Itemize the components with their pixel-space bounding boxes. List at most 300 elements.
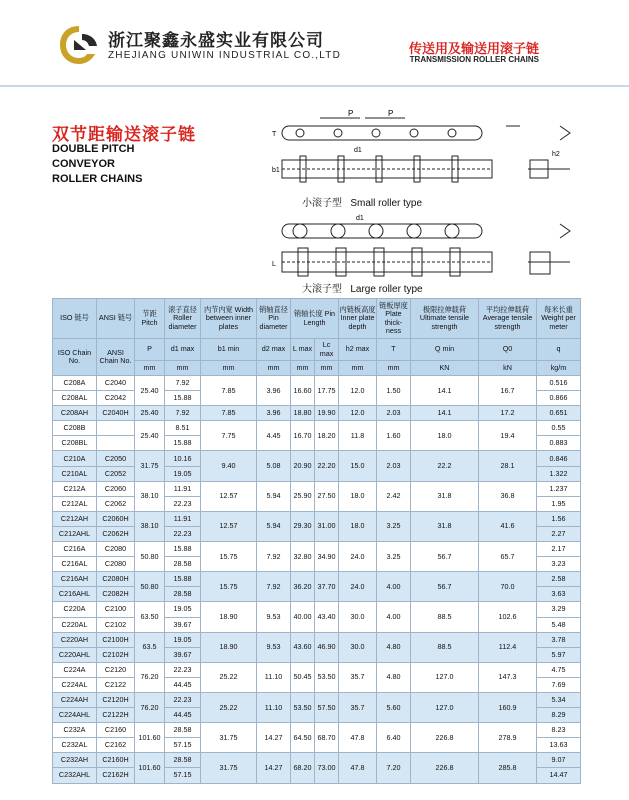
- th-unit: mm: [339, 361, 377, 376]
- cell-pin-length-lc: 46.90: [315, 632, 339, 662]
- th-sym-h2: h2 max: [339, 339, 377, 361]
- title-en-line1: DOUBLE PITCH: [52, 143, 135, 155]
- cell-iso: C208AH: [53, 406, 97, 421]
- cell-iso: C210A: [53, 451, 97, 466]
- cell-weight: 2.27: [537, 526, 581, 541]
- cell-plate-depth: 24.0: [339, 542, 377, 572]
- cell-roller: 57.15: [165, 738, 201, 753]
- th-sym-d2: d2 max: [257, 339, 291, 361]
- category-title-en: TRANSMISSION ROLLER CHAINS: [409, 55, 539, 64]
- cell-plate-thick: 4.80: [377, 662, 411, 692]
- cell-pin-dia: 14.27: [257, 753, 291, 783]
- cell-roller: 15.88: [165, 436, 201, 451]
- cell-width: 25.22: [201, 662, 257, 692]
- cell-roller: 8.51: [165, 421, 201, 436]
- cell-roller: 44.45: [165, 708, 201, 723]
- cell-ansi: C2040: [97, 376, 135, 391]
- cell-weight: 8.29: [537, 708, 581, 723]
- small-roller-caption: [302, 194, 422, 209]
- cell-average: 278.9: [479, 723, 537, 753]
- cell-plate-depth: 12.0: [339, 406, 377, 421]
- cell-width: 12.57: [201, 481, 257, 511]
- title-en-line2: CONVEYOR: [52, 158, 115, 170]
- cell-average: 160.9: [479, 692, 537, 722]
- cell-average: 17.2: [479, 406, 537, 421]
- cell-average: 16.7: [479, 376, 537, 406]
- cell-plate-thick: 3.25: [377, 542, 411, 572]
- cell-weight: 0.516: [537, 376, 581, 391]
- cell-iso: C208A: [53, 376, 97, 391]
- cell-plate-depth: 30.0: [339, 632, 377, 662]
- cell-pin-length-lc: 31.00: [315, 511, 339, 541]
- cell-pin-length-l: 50.45: [291, 662, 315, 692]
- large-roller-caption-cn: 大滚子型: [302, 284, 342, 295]
- cell-weight: 13.63: [537, 738, 581, 753]
- cell-weight: 1.56: [537, 511, 581, 526]
- cell-average: 65.7: [479, 542, 537, 572]
- th-ansi: ANSI 链号: [97, 299, 135, 339]
- th-sym-q: Q min: [411, 339, 479, 361]
- cell-ansi: C2100H: [97, 632, 135, 647]
- cell-width: 7.85: [201, 406, 257, 421]
- table-row: [53, 692, 581, 707]
- cell-pitch: 25.40: [135, 406, 165, 421]
- th-unit: mm: [377, 361, 411, 376]
- cell-weight: 5.34: [537, 692, 581, 707]
- cell-roller: 22.23: [165, 526, 201, 541]
- cell-iso: C232AH: [53, 753, 97, 768]
- th-ansi-en: ANSI Chain No.: [97, 339, 135, 376]
- th-sym-qa: Q0: [479, 339, 537, 361]
- cell-ansi: C2162: [97, 738, 135, 753]
- label-t: T: [272, 131, 277, 138]
- cell-width: 15.75: [201, 542, 257, 572]
- cell-pin-dia: 7.92: [257, 572, 291, 602]
- cell-pin-dia: 5.94: [257, 481, 291, 511]
- cell-plate-thick: 4.00: [377, 602, 411, 632]
- th-sym-l: L max: [291, 339, 315, 361]
- cell-iso: C224AH: [53, 692, 97, 707]
- cell-ultimate: 14.1: [411, 406, 479, 421]
- cell-pin-dia: 4.45: [257, 421, 291, 451]
- cell-ansi: C2160H: [97, 753, 135, 768]
- cell-ansi: C2162H: [97, 768, 135, 783]
- cell-weight: 3.23: [537, 557, 581, 572]
- small-roller-caption-en: Small roller type: [350, 198, 423, 209]
- th-unit: mm: [257, 361, 291, 376]
- large-roller-caption: [302, 280, 423, 295]
- cell-iso: C212AL: [53, 496, 97, 511]
- company-name-en: ZHEJIANG UNIWIN INDUSTRIAL CO.,LTD: [108, 50, 342, 61]
- table-row: [53, 451, 581, 466]
- cell-iso: C232AHL: [53, 768, 97, 783]
- cell-iso: C224A: [53, 662, 97, 677]
- cell-average: 285.8: [479, 753, 537, 783]
- cell-weight: 2.17: [537, 542, 581, 557]
- cell-ansi: C2052: [97, 466, 135, 481]
- cell-average: 102.6: [479, 602, 537, 632]
- table-row: [53, 376, 581, 391]
- cell-roller: 44.45: [165, 677, 201, 692]
- label-b1: b1: [272, 167, 280, 174]
- cell-ansi: C2082H: [97, 587, 135, 602]
- table-row: [53, 421, 581, 436]
- cell-iso: C208AL: [53, 391, 97, 406]
- th-unit: mm: [291, 361, 315, 376]
- cell-pin-dia: 11.10: [257, 692, 291, 722]
- cell-pitch: 101.60: [135, 723, 165, 753]
- label-p: P: [348, 109, 354, 118]
- cell-roller: 15.88: [165, 542, 201, 557]
- cell-average: 19.4: [479, 421, 537, 451]
- cell-pin-dia: 11.10: [257, 662, 291, 692]
- th-unit: mm: [165, 361, 201, 376]
- cell-width: 31.75: [201, 753, 257, 783]
- roller: [296, 129, 304, 137]
- cell-pitch: 50.80: [135, 542, 165, 572]
- cell-roller: 28.58: [165, 557, 201, 572]
- cell-plate-depth: 35.7: [339, 692, 377, 722]
- cell-ultimate: 127.0: [411, 662, 479, 692]
- cell-roller: 11.91: [165, 481, 201, 496]
- cell-plate-thick: 6.40: [377, 723, 411, 753]
- cell-ultimate: 22.2: [411, 451, 479, 481]
- th-unit: mm: [315, 361, 339, 376]
- cell-weight: 0.883: [537, 436, 581, 451]
- cell-pin-length-lc: 53.50: [315, 662, 339, 692]
- cell-roller: 28.58: [165, 723, 201, 738]
- cell-average: 28.1: [479, 451, 537, 481]
- cell-pitch: 101.60: [135, 753, 165, 783]
- cell-width: 7.75: [201, 421, 257, 451]
- th-pitch: 节距 Pitch: [135, 299, 165, 339]
- cell-weight: 7.69: [537, 677, 581, 692]
- cell-roller: 19.05: [165, 466, 201, 481]
- company-name-cn: 浙江聚鑫永盛实业有限公司: [108, 31, 324, 50]
- cell-plate-thick: 4.00: [377, 572, 411, 602]
- cell-iso: C212AHL: [53, 526, 97, 541]
- th-ultimate: 极限拉伸载荷 Ultimate tensile strength: [411, 299, 479, 339]
- cell-ansi: C2122H: [97, 708, 135, 723]
- th-roller: 滚子直径 Roller diameter: [165, 299, 201, 339]
- cell-pitch: 31.75: [135, 451, 165, 481]
- cell-ultimate: 88.5: [411, 632, 479, 662]
- cell-pitch: 25.40: [135, 421, 165, 451]
- cell-roller: 19.05: [165, 602, 201, 617]
- small-roller-caption-cn: 小滚子型: [302, 198, 342, 209]
- large-roller-caption-en: Large roller type: [350, 284, 423, 295]
- cell-roller: 39.67: [165, 647, 201, 662]
- cell-plate-depth: 12.0: [339, 376, 377, 406]
- cell-plate-depth: 18.0: [339, 511, 377, 541]
- cell-iso: C224AHL: [53, 708, 97, 723]
- cell-iso: C220AL: [53, 617, 97, 632]
- cell-roller: 39.67: [165, 617, 201, 632]
- th-sym-b1: b1 min: [201, 339, 257, 361]
- th-unit: KN: [411, 361, 479, 376]
- cell-weight: 0.846: [537, 451, 581, 466]
- cell-iso: C232AL: [53, 738, 97, 753]
- cell-ultimate: 127.0: [411, 692, 479, 722]
- cell-pin-length-lc: 27.50: [315, 481, 339, 511]
- cell-iso: C216AH: [53, 572, 97, 587]
- cell-plate-depth: 24.0: [339, 572, 377, 602]
- th-average: 平均拉伸载荷 Average tensile strength: [479, 299, 537, 339]
- cell-iso: C216AHL: [53, 587, 97, 602]
- cell-ansi: C2062: [97, 496, 135, 511]
- cell-pin-length-lc: 19.90: [315, 406, 339, 421]
- cell-ansi: C2050: [97, 451, 135, 466]
- cell-ultimate: 56.7: [411, 572, 479, 602]
- th-weight: 每米长重 Weight per meter: [537, 299, 581, 339]
- cell-width: 7.85: [201, 376, 257, 406]
- cell-weight: 8.23: [537, 723, 581, 738]
- cell-iso: C220AH: [53, 632, 97, 647]
- cell-pin-length-l: 16.60: [291, 376, 315, 406]
- cell-average: 147.3: [479, 662, 537, 692]
- label-h2: h2: [552, 151, 560, 158]
- table-row: [53, 723, 581, 738]
- cell-pin-length-l: 29.30: [291, 511, 315, 541]
- cell-ultimate: 31.8: [411, 511, 479, 541]
- cell-pin-dia: 5.94: [257, 511, 291, 541]
- th-unit: kg/m: [537, 361, 581, 376]
- cell-pin-length-lc: 37.70: [315, 572, 339, 602]
- cell-roller: 11.91: [165, 511, 201, 526]
- cell-ultimate: 56.7: [411, 542, 479, 572]
- cell-weight: 1.95: [537, 496, 581, 511]
- cell-pin-dia: 3.96: [257, 406, 291, 421]
- cell-iso: C210AL: [53, 466, 97, 481]
- cell-pin-dia: 5.08: [257, 451, 291, 481]
- cell-roller: 10.16: [165, 451, 201, 466]
- cell-weight: 5.97: [537, 647, 581, 662]
- cell-pin-length-l: 36.20: [291, 572, 315, 602]
- cell-ansi: C2120: [97, 662, 135, 677]
- cell-ultimate: 226.8: [411, 723, 479, 753]
- cell-average: 36.8: [479, 481, 537, 511]
- label-d1-large: d1: [356, 215, 364, 222]
- cell-ansi: [97, 436, 135, 451]
- cell-plate-depth: 18.0: [339, 481, 377, 511]
- cell-width: 25.22: [201, 692, 257, 722]
- cell-pitch: 50.80: [135, 572, 165, 602]
- cell-plate-thick: 1.50: [377, 376, 411, 406]
- chain-spec-body: [53, 376, 581, 784]
- cell-width: 15.75: [201, 572, 257, 602]
- cell-plate-thick: 2.42: [377, 481, 411, 511]
- cell-ansi: C2080: [97, 557, 135, 572]
- table-row: [53, 632, 581, 647]
- cell-iso: C216AL: [53, 557, 97, 572]
- category-title-cn: 传送用及输送用滚子链: [408, 41, 539, 56]
- th-pin-dia: 销轴直径 Pin diameter: [257, 299, 291, 339]
- cell-plate-depth: 35.7: [339, 662, 377, 692]
- cell-width: 9.40: [201, 451, 257, 481]
- cell-pin-length-l: 32.80: [291, 542, 315, 572]
- large-roller-chain-diagram: [270, 212, 580, 284]
- cell-iso: C212AH: [53, 511, 97, 526]
- cell-ultimate: 88.5: [411, 602, 479, 632]
- th-iso: ISO 链号: [53, 299, 97, 339]
- chain-spec-table: [52, 298, 581, 784]
- cell-pin-dia: 9.53: [257, 632, 291, 662]
- cell-ansi: [97, 421, 135, 436]
- label-d1: d1: [354, 147, 362, 154]
- cell-pitch: 76.20: [135, 692, 165, 722]
- cell-pitch: 63.50: [135, 602, 165, 632]
- cell-ansi: C2080: [97, 542, 135, 557]
- cell-pin-dia: 14.27: [257, 723, 291, 753]
- cell-weight: 0.866: [537, 391, 581, 406]
- table-row: [53, 572, 581, 587]
- cell-roller: 7.92: [165, 376, 201, 391]
- th-sym-w: q: [537, 339, 581, 361]
- cell-weight: 2.58: [537, 572, 581, 587]
- cell-iso: C224AL: [53, 677, 97, 692]
- table-row: [53, 511, 581, 526]
- cell-width: 18.90: [201, 602, 257, 632]
- cell-ansi: C2062H: [97, 526, 135, 541]
- cell-weight: 3.63: [537, 587, 581, 602]
- cell-ultimate: 31.8: [411, 481, 479, 511]
- small-roller-chain-diagram: [270, 108, 580, 208]
- cell-plate-thick: 2.03: [377, 451, 411, 481]
- cell-weight: 14.47: [537, 768, 581, 783]
- cell-iso: C208BL: [53, 436, 97, 451]
- cell-iso: C220AHL: [53, 647, 97, 662]
- cell-iso: C232A: [53, 723, 97, 738]
- table-row: [53, 753, 581, 768]
- cell-roller: 22.23: [165, 692, 201, 707]
- cell-pin-dia: 9.53: [257, 602, 291, 632]
- cell-weight: 0.651: [537, 406, 581, 421]
- page-title-en: [52, 142, 192, 187]
- cell-plate-thick: 2.03: [377, 406, 411, 421]
- cell-roller: 22.23: [165, 662, 201, 677]
- th-plate-thick: 链板厚度 Plate thick- ness: [377, 299, 411, 339]
- cell-pin-dia: 7.92: [257, 542, 291, 572]
- cell-pitch: 38.10: [135, 511, 165, 541]
- table-row: [53, 662, 581, 677]
- cell-weight: 1.237: [537, 481, 581, 496]
- label-l: L: [272, 261, 276, 268]
- cell-pin-length-l: 16.70: [291, 421, 315, 451]
- cell-pin-length-l: 43.60: [291, 632, 315, 662]
- th-pin-length: 销轴长度 Pin Length: [291, 299, 339, 339]
- cell-ansi: C2102H: [97, 647, 135, 662]
- cell-plate-depth: 30.0: [339, 602, 377, 632]
- cell-plate-thick: 7.20: [377, 753, 411, 783]
- cell-roller: 15.88: [165, 572, 201, 587]
- cell-pin-length-lc: 17.75: [315, 376, 339, 406]
- cell-weight: 0.55: [537, 421, 581, 436]
- cell-pin-length-l: 64.50: [291, 723, 315, 753]
- cell-pin-length-l: 20.90: [291, 451, 315, 481]
- cell-ansi: C2122: [97, 677, 135, 692]
- cell-roller: 28.58: [165, 587, 201, 602]
- cell-roller: 7.92: [165, 406, 201, 421]
- cell-width: 12.57: [201, 511, 257, 541]
- th-iso-en: ISO Chain No.: [53, 339, 97, 376]
- cell-ansi: C2120H: [97, 692, 135, 707]
- cell-weight: 3.78: [537, 632, 581, 647]
- cell-pin-length-l: 68.20: [291, 753, 315, 783]
- cell-average: 41.6: [479, 511, 537, 541]
- cell-pin-length-lc: 68.70: [315, 723, 339, 753]
- cell-average: 112.4: [479, 632, 537, 662]
- th-sym-p: P: [135, 339, 165, 361]
- company-logo-icon: [56, 22, 102, 68]
- th-plate-depth: 内链板高度 Inner plate depth: [339, 299, 377, 339]
- cell-ansi: C2160: [97, 723, 135, 738]
- cell-weight: 5.48: [537, 617, 581, 632]
- cell-plate-depth: 11.8: [339, 421, 377, 451]
- table-row: [53, 542, 581, 557]
- cell-roller: 22.23: [165, 496, 201, 511]
- cell-ansi: C2060: [97, 481, 135, 496]
- cell-ultimate: 18.0: [411, 421, 479, 451]
- cell-ansi: C2102: [97, 617, 135, 632]
- th-unit: mm: [135, 361, 165, 376]
- cell-pin-length-lc: 34.90: [315, 542, 339, 572]
- cell-ansi: C2100: [97, 602, 135, 617]
- cell-pitch: 63.5: [135, 632, 165, 662]
- cell-pin-length-lc: 18.20: [315, 421, 339, 451]
- cell-pin-length-l: 40.00: [291, 602, 315, 632]
- cell-plate-thick: 5.60: [377, 692, 411, 722]
- cell-pin-length-lc: 57.50: [315, 692, 339, 722]
- cell-pin-dia: 3.96: [257, 376, 291, 406]
- table-row: [53, 481, 581, 496]
- cell-plate-thick: 3.25: [377, 511, 411, 541]
- cell-iso: C208B: [53, 421, 97, 436]
- cell-plate-depth: 47.8: [339, 723, 377, 753]
- cell-plate-thick: 1.60: [377, 421, 411, 451]
- cell-roller: 19.05: [165, 632, 201, 647]
- cell-pin-length-l: 25.90: [291, 481, 315, 511]
- table-row: [53, 406, 581, 421]
- cell-pitch: 38.10: [135, 481, 165, 511]
- cell-pin-length-lc: 22.20: [315, 451, 339, 481]
- cell-ansi: C2042: [97, 391, 135, 406]
- cell-ultimate: 14.1: [411, 376, 479, 406]
- cell-pitch: 76.20: [135, 662, 165, 692]
- th-sym-d1: d1 max: [165, 339, 201, 361]
- cell-ultimate: 226.8: [411, 753, 479, 783]
- cell-pin-length-l: 18.80: [291, 406, 315, 421]
- th-unit: mm: [201, 361, 257, 376]
- th-width: 内节内宽 Width between inner plates: [201, 299, 257, 339]
- cell-pitch: 25.40: [135, 376, 165, 406]
- cell-width: 31.75: [201, 723, 257, 753]
- th-sym-lc: Lc max: [315, 339, 339, 361]
- cell-ansi: C2080H: [97, 572, 135, 587]
- cell-plate-depth: 47.8: [339, 753, 377, 783]
- cell-weight: 3.29: [537, 602, 581, 617]
- cell-weight: 4.75: [537, 662, 581, 677]
- cell-iso: C216A: [53, 542, 97, 557]
- cell-iso: C212A: [53, 481, 97, 496]
- title-en-line3: ROLLER CHAINS: [52, 173, 143, 185]
- cell-iso: C220A: [53, 602, 97, 617]
- label-p2: P: [388, 109, 394, 118]
- cell-width: 18.90: [201, 632, 257, 662]
- cell-roller: 15.88: [165, 391, 201, 406]
- cell-plate-thick: 4.80: [377, 632, 411, 662]
- cell-pin-length-lc: 43.40: [315, 602, 339, 632]
- cell-ansi: C2040H: [97, 406, 135, 421]
